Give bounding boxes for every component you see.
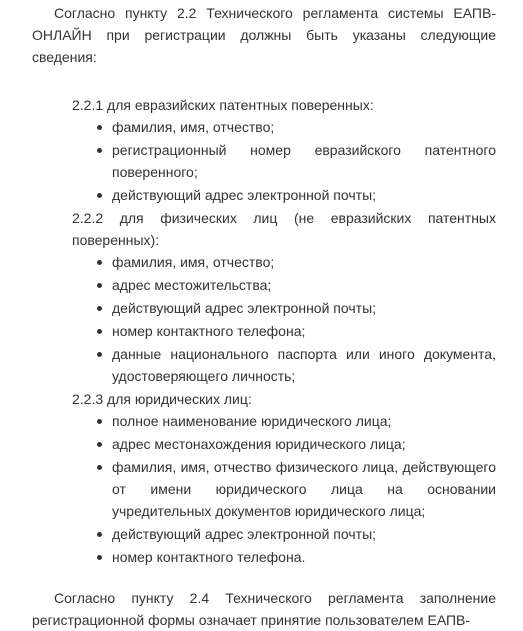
section-title: 2.2.2 для физических лиц (не евразийских патентных поверенных): [72,210,496,248]
section-title: 2.2.3 для юридических лиц: [72,391,252,407]
list-item: полное наименование юридического лица; [112,410,496,433]
list-item: действующий адрес электронной почты; [112,297,496,320]
list-item: адрес местожительства; [112,274,496,297]
requirements-list [72,116,496,207]
document-body [32,0,496,631]
intro-paragraph: Согласно пункту 2.2 Технического регламента системы ЕАПВ-ОНЛАЙН при регистрации должны быть указаны следующие сведения: [32,5,496,65]
list-item: фамилия, имя, отчество; [112,251,496,274]
list-item: действующий адрес электронной почты; [112,523,496,546]
bullet-icon [97,306,102,311]
list-item: данные национального паспорта или иного документа, удостоверяющего личность; [112,343,496,388]
bullet-icon [97,260,102,265]
bullet-icon [97,442,102,447]
bullet-icon [97,193,102,198]
list-item: регистрационный номер евразийского патентного поверенного; [112,139,496,184]
list-item: номер контактного телефона; [112,320,496,343]
requirements-list [72,251,496,388]
bullet-icon [97,329,102,334]
bullet-icon [97,148,102,153]
list-item: фамилия, имя, отчество; [112,116,496,139]
bullet-icon [97,555,102,560]
list-item: адрес местонахождения юридического лица; [112,433,496,456]
section-patent-attorneys [72,94,496,207]
section-legal-entities [72,388,496,569]
section-title: 2.2.1 для евразийских патентных поверенных: [72,97,374,113]
bullet-icon [97,419,102,424]
closing-paragraph: Согласно пункту 2.4 Технического регламента заполнение регистрационной формы означает принятие пользователем ЕАПВ- [32,590,496,628]
bullet-icon [97,532,102,537]
bullet-icon [97,125,102,130]
bullet-icon [97,465,102,470]
section-individuals [72,207,496,388]
bullet-icon [97,352,102,357]
bullet-icon [97,283,102,288]
requirements-list [72,410,496,569]
list-item: действующий адрес электронной почты; [112,184,496,207]
list-item: номер контактного телефона. [112,546,496,569]
list-item: фамилия, имя, отчество физического лица, действующего от имени юридического лица на основании учредительных документов юридического лица; [112,456,496,523]
